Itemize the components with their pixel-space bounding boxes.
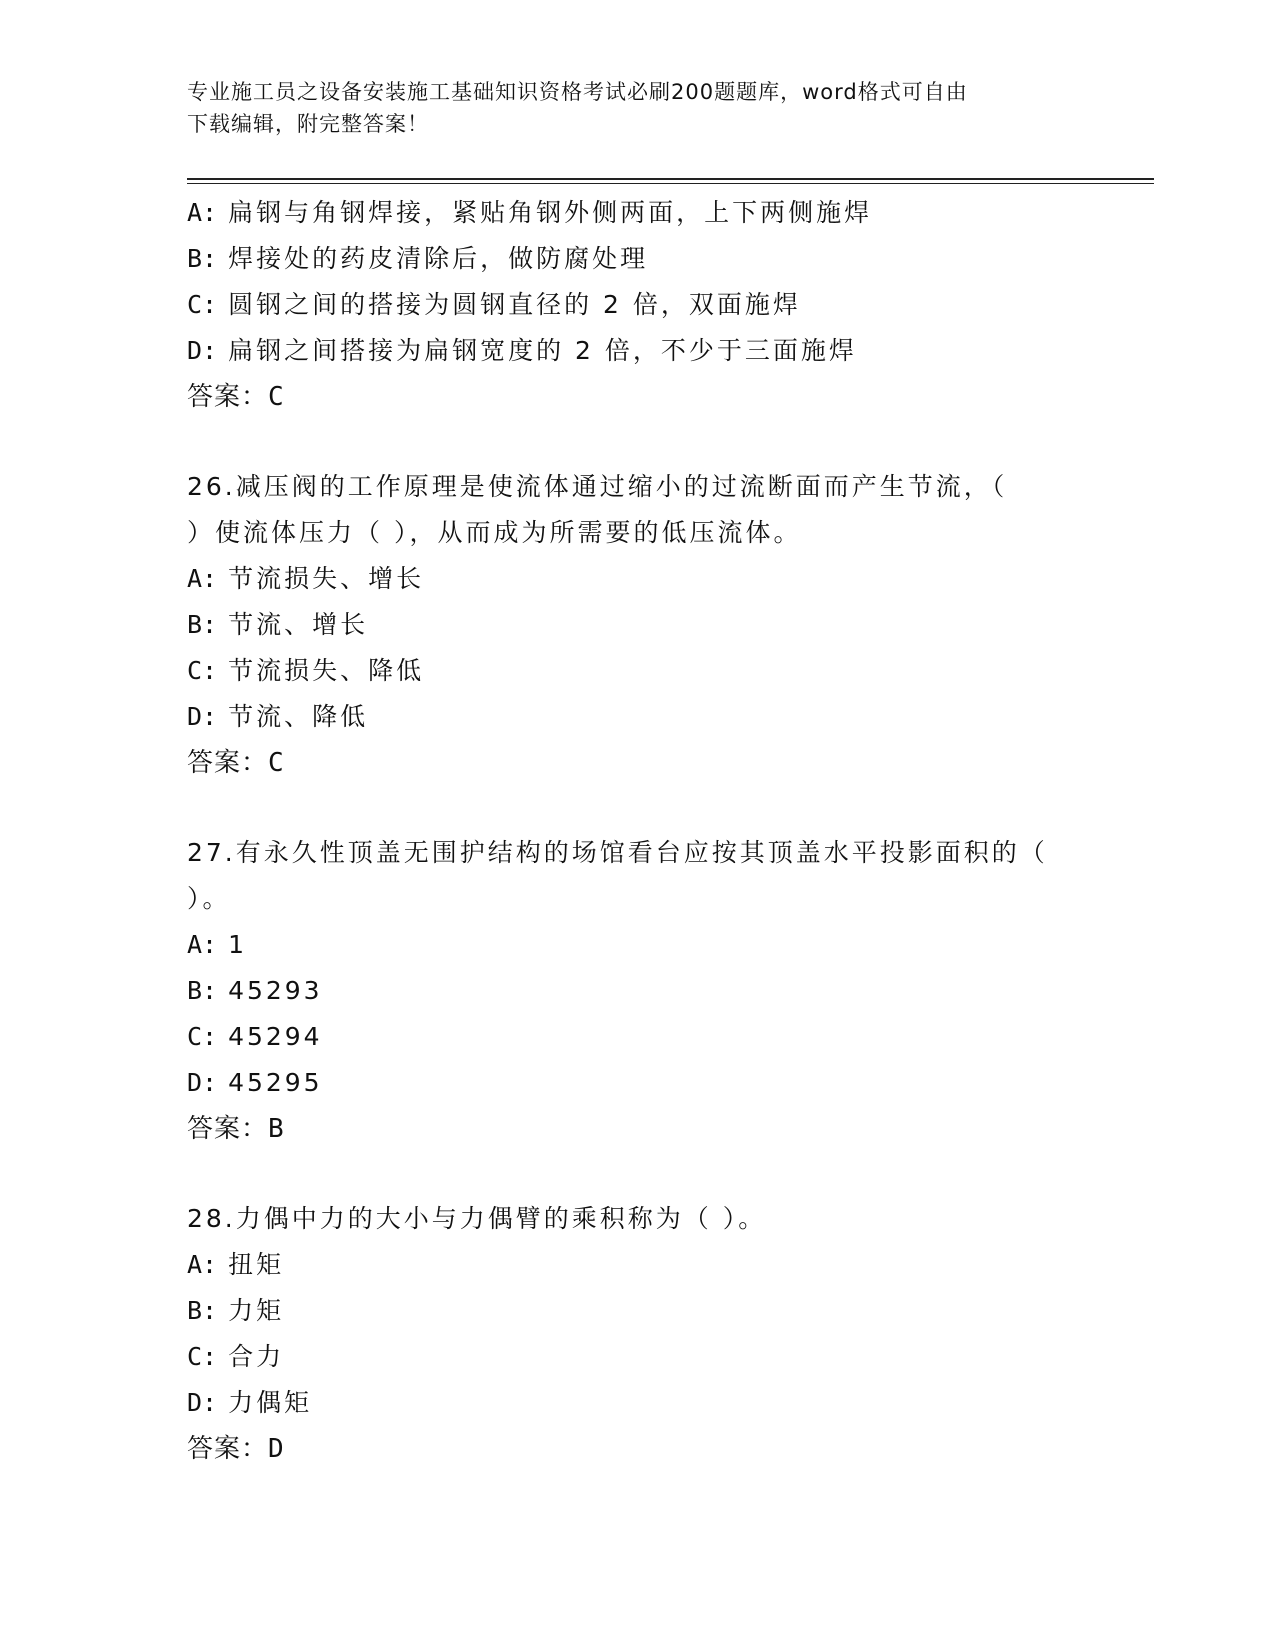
document-header: [187, 76, 1067, 140]
answer-line: [187, 1106, 1087, 1152]
answer-value: B: [268, 1114, 284, 1144]
option-text: 节流损失、增长: [228, 564, 425, 593]
option-c: [187, 282, 1087, 328]
option-letter: D:: [187, 702, 218, 731]
option-b: [187, 968, 1087, 1014]
answer-value: C: [268, 382, 284, 412]
option-text: 合力: [228, 1342, 285, 1371]
option-b: [187, 236, 1087, 282]
question-stem-line-2: ）使流体压力（ ），从而成为所需要的低压流体。: [187, 518, 802, 547]
option-d: [187, 694, 1087, 740]
option-d: [187, 1380, 1087, 1426]
option-text: 扭矩: [228, 1250, 285, 1279]
option-d: [187, 328, 1087, 374]
option-c: [187, 648, 1087, 694]
question-block-27: [187, 830, 1087, 1152]
option-letter: C:: [187, 1342, 218, 1371]
question-block-26: [187, 464, 1087, 786]
answer-label: 答案：: [187, 1114, 269, 1144]
question-block-prev: [187, 190, 1087, 420]
option-c: [187, 1334, 1087, 1380]
option-text: 焊接处的药皮清除后，做防腐处理: [228, 244, 649, 273]
option-letter: A:: [187, 930, 218, 959]
option-letter: B:: [187, 244, 218, 273]
option-text: 节流、降低: [228, 702, 369, 731]
option-a: [187, 556, 1087, 602]
header-divider-thick: [187, 178, 1154, 180]
option-letter: A:: [187, 1250, 218, 1279]
option-text: 45295: [228, 1068, 323, 1097]
question-stem-line-1: 28.力偶中力的大小与力偶臂的乘积称为（ ）。: [187, 1204, 767, 1233]
answer-line: [187, 1426, 1087, 1472]
answer-line: [187, 740, 1087, 786]
question-stem-line-1: 26.减压阀的工作原理是使流体通过缩小的过流断面而产生节流，（: [187, 472, 1008, 501]
option-c: [187, 1014, 1087, 1060]
option-b: [187, 602, 1087, 648]
option-text: 节流损失、降低: [228, 656, 425, 685]
option-text: 圆钢之间的搭接为圆钢直径的 2 倍，双面施焊: [228, 290, 801, 319]
option-text: 节流、增长: [228, 610, 369, 639]
header-divider-thin: [187, 183, 1154, 184]
option-b: [187, 1288, 1087, 1334]
option-letter: D:: [187, 1068, 218, 1097]
option-d: [187, 1060, 1087, 1106]
answer-label: 答案：: [187, 382, 269, 412]
header-title-line-1: 专业施工员之设备安装施工基础知识资格考试必刷200题题库，word格式可自由: [187, 80, 968, 104]
option-letter: C:: [187, 1022, 218, 1051]
option-a: [187, 922, 1087, 968]
option-text: 扁钢之间搭接为扁钢宽度的 2 倍，不少于三面施焊: [228, 336, 857, 365]
answer-line: [187, 374, 1087, 420]
answer-label: 答案：: [187, 748, 269, 778]
option-text: 扁钢与角钢焊接，紧贴角钢外侧两面，上下两侧施焊: [228, 198, 873, 227]
answer-value: D: [268, 1434, 284, 1464]
option-letter: D:: [187, 336, 218, 365]
option-text: 力矩: [228, 1296, 285, 1325]
option-letter: A:: [187, 198, 218, 227]
option-letter: D:: [187, 1388, 218, 1417]
option-text: 1: [228, 930, 247, 959]
header-title-line-2: 下载编辑，附完整答案！: [187, 112, 429, 136]
option-letter: C:: [187, 656, 218, 685]
option-a: [187, 1242, 1087, 1288]
option-letter: B:: [187, 976, 218, 1005]
question-stem-line-1: 27.有永久性顶盖无围护结构的场馆看台应按其顶盖水平投影面积的（: [187, 838, 1048, 867]
question-list: [187, 190, 1087, 1472]
option-a: [187, 190, 1087, 236]
answer-value: C: [268, 748, 284, 778]
answer-label: 答案：: [187, 1434, 269, 1464]
option-text: 力偶矩: [228, 1388, 313, 1417]
question-stem-line-2: ）。: [187, 884, 231, 913]
option-text: 45293: [228, 976, 323, 1005]
question-block-28: [187, 1196, 1087, 1472]
option-letter: B:: [187, 610, 218, 639]
option-letter: A:: [187, 564, 218, 593]
option-letter: B:: [187, 1296, 218, 1325]
option-letter: C:: [187, 290, 218, 319]
option-text: 45294: [228, 1022, 323, 1051]
